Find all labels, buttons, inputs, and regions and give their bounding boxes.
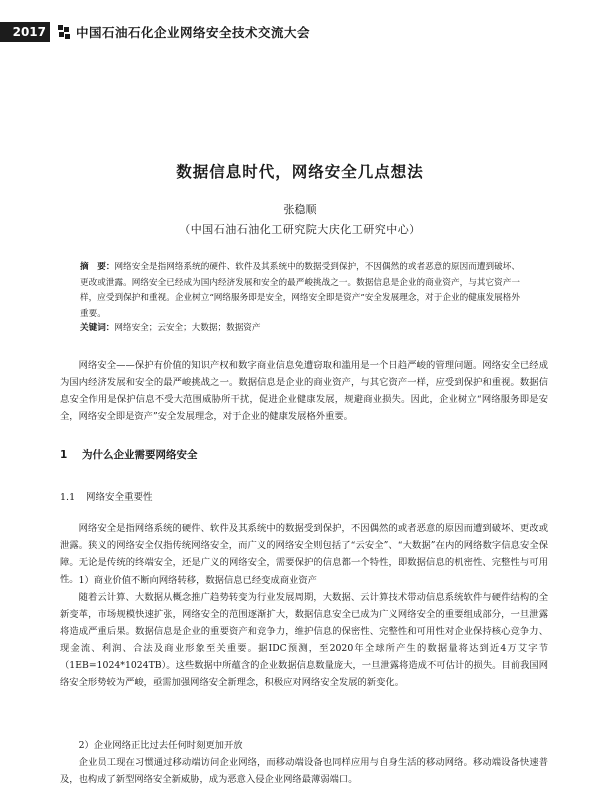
author: 张稳顺 [283, 203, 317, 216]
abstract-text: 网络安全是指网络系统的硬件、软件及其系统中的数据受到保护，不因偶然的或者恶意的原因而遭到破坏、更改或泄露。网络安全已经成为国内经济发展和安全的最严峻挑战之一。数据信息是企业的商业资产，与其它资产一样，应受到保护和重视。企业树立“网络服务即是安全，网络安全即是资产”安全发展理念，对于企业的健康发展格外重要。 [80, 262, 520, 319]
keywords-label: 关键词： [80, 323, 115, 333]
body-paragraph: 网络安全是指网络系统的硬件、软件及其系统中的数据受到保护，不因偶然的或者恶意的原因而遭到破坏、更改或泄露。狭义的网络安全仅指传统网络安全，而广义的网络安全则包括了“云安全”、“大数据”在内的网络数字信息安全保障。无论是传统的终端安全，还是广义的网络安全，需要保护的信息都一个特性，即数据信息的机密性、完整性与可用性。 [60, 523, 548, 585]
article-title: 数据信息时代，网络安全几点想法 [176, 163, 424, 181]
running-header [0, 22, 600, 44]
subsection-heading [60, 489, 153, 503]
keywords [80, 321, 520, 336]
body-paragraph: 随着云计算、大数据从概念推广趋势转变为行业发展周期，大数据、云计算技术带动信息系统软件与硬件结构的全新变革，市场规模快速扩张，网络安全的范围逐渐扩大，数据信息安全已成为广义网络安全的重要组成部分，一旦泄露将造成严重后果。数据信息是企业的重要资产和竞争力，维护信息的保密性、完整性和可用性对企业保持核心竞争力、现金流、利润、合法及商业形象至关重要。据IDC预测，至2020年全球所产生的数据量将达到近4万艾字节（1EB=1024*1024TB）。这些数据中所蕴含的企业数据信息数量庞大，一旦泄露将造成不可估计的损失。目前我国网络安全形势较为严峻，亟需加强网络安全新理念，积极应对网络安全发展的新变化。 [60, 592, 548, 688]
affiliation: （中国石油石油化工研究院大庆化工研究中心） [179, 223, 421, 236]
body-paragraph: 企业员工现在习惯通过移动端访问企业网络，而移动端设备也同样应用与自身生活的移动网络。移动端设备快速普及，也构成了新型网络安全新威胁，成为恶意入侵企业网络最薄弱端口。 [60, 757, 548, 785]
subsection-number: 1.1 [60, 492, 76, 503]
section-title: 为什么企业需要网络安全 [82, 449, 198, 461]
square-dots-icon [58, 25, 70, 39]
conference-title: 中国石油石化企业网络安全技术交流大会 [76, 25, 311, 40]
intro-paragraph: 网络安全——保护有价值的知识产权和数字商业信息免遭窃取和滥用是一个日趋严峻的管理问题。网络安全已经成为国内经济发展和安全的最严峻挑战之一。数据信息是企业的商业资产，与其它资产一样，应受到保护和重视。数据信息安全作用是保护信息不受大范围威胁所干扰，促进企业健康发展，规避商业损失。因此，企业树立“网络服务即是安全，网络安全即是资产”安全发展理念，对于企业的健康发展格外重要。 [60, 360, 548, 422]
abstract-label: 摘 要： [80, 262, 115, 272]
abstract [80, 260, 520, 322]
subsection-title: 网络安全重要性 [86, 492, 153, 503]
section-heading [60, 447, 198, 462]
list-item: 1）商业价值不断向网络转移，数据信息已经变成商业资产 [78, 575, 317, 586]
keywords-text: 网络安全；云安全；大数据；数据资产 [114, 323, 261, 333]
section-number: 1 [60, 449, 68, 461]
list-item: 2）企业网络正比过去任何时刻更加开放 [78, 740, 243, 751]
year-badge: 2017 [0, 22, 50, 42]
